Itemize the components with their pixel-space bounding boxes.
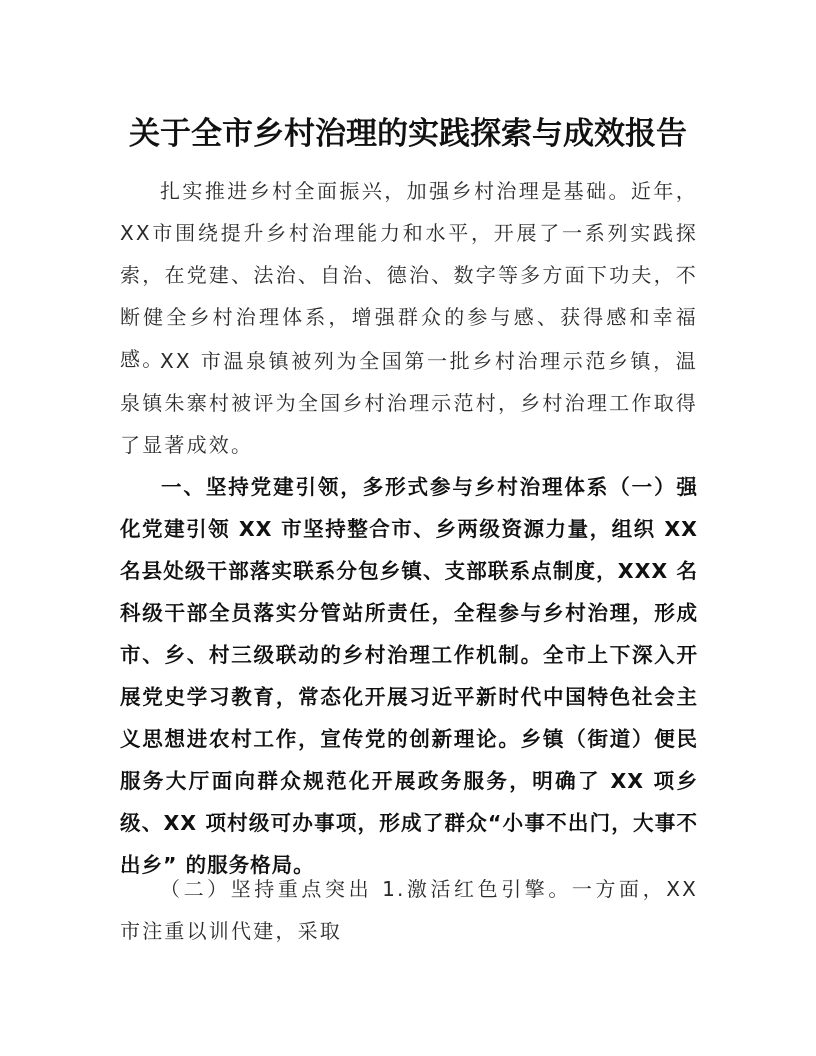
paragraph-section-two: （二）坚持重点突出 1.激活红色引擎。一方面，XX 市注重以训代建，采取 (120, 877, 698, 943)
document-title: 关于全市乡村治理的实践探索与成效报告 (129, 116, 687, 152)
paragraph-section-one: 一、坚持党建引领，多形式参与乡村治理体系（一）强化党建引领 XX 市坚持整合市、乡两级资源力量，组织 XX 名县处级干部落实联系分包乡镇、支部联系点制度，XXX 名科级干部全员落实分管站所责任，全程参与乡村治理，形成市、乡、村三级联动的乡村治理工作机制。全市上下深入开展党史学习教育，常态化开展习近平新时代中国特色社会主义思想进农村工作，宣传党的创新理论。乡镇（街道）便民服务大厅面向群众规范化开展政务服务，明确了 XX 项乡级、XX 项村级可办事项，形成了群众“小事不出门，大事不出乡” 的服务格局。 (120, 475, 698, 877)
paragraph-intro: 扎实推进乡村全面振兴，加强乡村治理是基础。近年，XX市围绕提升乡村治理能力和水平，开展了一系列实践探索，在党建、法治、自治、德治、数字等多方面下功夫，不断健全乡村治理体系，增强群众的参与感、获得感和幸福感。 (120, 179, 698, 371)
paragraph-achievement: XX 市温泉镇被列为全国第一批乡村治理示范乡镇，温泉镇朱寨村被评为全国乡村治理示范村，乡村治理工作取得了显著成效。 (120, 349, 698, 457)
